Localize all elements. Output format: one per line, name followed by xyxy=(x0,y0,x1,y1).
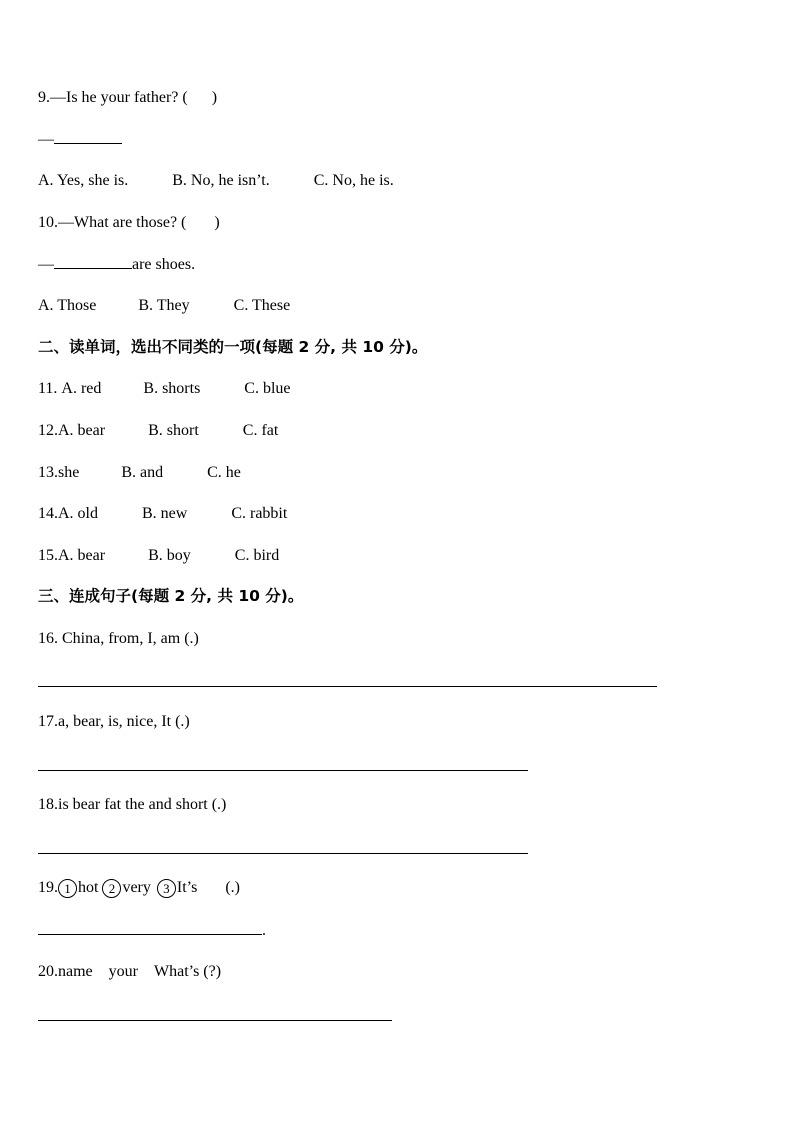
q14-number: 14. xyxy=(38,505,58,522)
q19-prompt xyxy=(38,878,240,898)
circle-1-icon: 1 xyxy=(58,879,77,898)
q9-options xyxy=(38,171,394,191)
q14-row xyxy=(38,504,287,524)
q11-row xyxy=(38,379,291,399)
q9-answer-line xyxy=(38,130,122,150)
q19-answer-line xyxy=(38,921,266,941)
q13-row xyxy=(38,463,241,483)
section3-title: 三、连成句子(每题 2 分, 共 10 分)。 xyxy=(38,587,304,605)
q12-row xyxy=(38,421,278,441)
q14-option-b[interactable]: B. new xyxy=(142,505,188,522)
q12-option-a[interactable]: A. bear xyxy=(58,422,106,439)
q14-option-a[interactable]: A. old xyxy=(58,505,98,522)
answer-dash: — xyxy=(38,131,54,148)
q19-punct: (.) xyxy=(225,879,240,896)
section2-title: 二、读单词，选出不同类的一项(每题 2 分, 共 10 分)。 xyxy=(38,338,428,356)
q12-number: 12. xyxy=(38,422,58,439)
q9-option-c[interactable]: C. No, he is. xyxy=(313,172,394,189)
circle-2-icon: 2 xyxy=(102,879,121,898)
q11-option-b[interactable]: B. shorts xyxy=(143,380,201,397)
q10-answer-suffix: are shoes. xyxy=(132,256,196,273)
q10-option-b[interactable]: B. They xyxy=(138,297,190,314)
q11-number: 11. xyxy=(38,380,58,397)
q20-word-3: What’s (?) xyxy=(153,963,222,980)
answer-dash: — xyxy=(38,256,54,273)
q18-prompt: 18.is bear fat the and short (.) xyxy=(38,796,227,813)
q10-option-a[interactable]: A. Those xyxy=(38,297,97,314)
q9-option-a[interactable]: A. Yes, she is. xyxy=(38,172,129,189)
q17-answer-line[interactable] xyxy=(38,770,528,771)
q19-number: 19. xyxy=(38,879,58,896)
q15-option-c[interactable]: C. bird xyxy=(234,547,280,564)
q10-options xyxy=(38,296,290,316)
q15-row xyxy=(38,546,279,566)
q9-question: 9.—Is he your father? ( ) xyxy=(38,89,218,106)
q13-number: 13. xyxy=(38,464,58,481)
q9-option-b[interactable]: B. No, he isn’t. xyxy=(172,172,270,189)
q19-end-punct: . xyxy=(262,922,266,939)
q13-option-c[interactable]: C. he xyxy=(207,464,241,481)
q11-option-c[interactable]: C. blue xyxy=(244,380,291,397)
q10-question: 10.—What are those? ( ) xyxy=(38,214,220,231)
q15-option-a[interactable]: A. bear xyxy=(58,547,106,564)
q16-answer-line[interactable] xyxy=(38,686,657,687)
q20-prompt xyxy=(38,962,221,982)
q18-answer-line[interactable] xyxy=(38,853,528,854)
q15-number: 15. xyxy=(38,547,58,564)
answer-blank[interactable] xyxy=(54,142,122,144)
q10-option-c[interactable]: C. These xyxy=(233,297,291,314)
answer-blank[interactable] xyxy=(38,933,262,935)
circle-3-icon: 3 xyxy=(157,879,176,898)
q19-word-3: It’s xyxy=(176,879,198,896)
q13-option-a[interactable]: she xyxy=(58,464,80,481)
q20-answer-line[interactable] xyxy=(38,1020,392,1021)
q17-prompt: 17.a, bear, is, nice, It (.) xyxy=(38,713,190,730)
q16-prompt: 16. China, from, I, am (.) xyxy=(38,630,199,647)
q20-word-1: name xyxy=(58,963,93,980)
q15-option-b[interactable]: B. boy xyxy=(148,547,191,564)
q20-number: 20. xyxy=(38,963,58,980)
q13-option-b[interactable]: B. and xyxy=(121,464,164,481)
q14-option-c[interactable]: C. rabbit xyxy=(231,505,288,522)
q19-word-2: very xyxy=(122,879,151,896)
answer-blank[interactable] xyxy=(54,267,132,269)
q20-word-2: your xyxy=(108,963,138,980)
q12-option-c[interactable]: C. fat xyxy=(242,422,279,439)
q11-option-a[interactable]: A. red xyxy=(61,380,102,397)
q10-answer-line xyxy=(38,255,195,275)
q19-word-1: hot xyxy=(78,879,99,896)
q12-option-b[interactable]: B. short xyxy=(148,422,199,439)
